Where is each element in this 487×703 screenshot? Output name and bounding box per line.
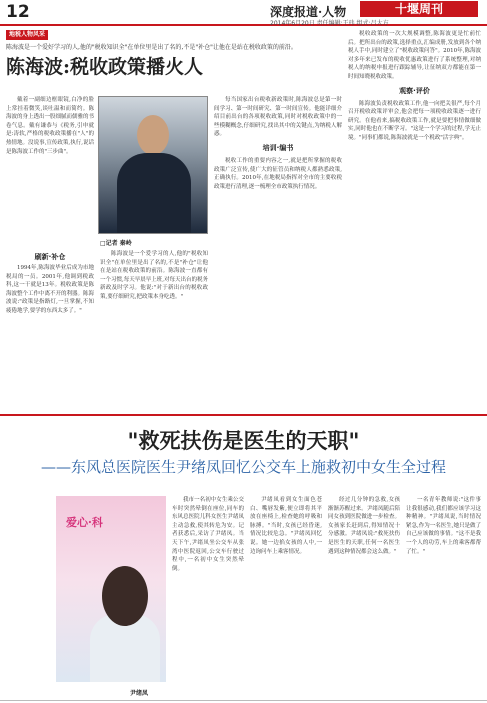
subhead-training: 培训·编书: [262, 143, 294, 152]
story1-column-2: [100, 250, 208, 410]
portrait-head: [137, 115, 169, 155]
story2-photo-caption: 尹绪凤: [130, 690, 149, 697]
story1-column-1b: [6, 250, 94, 410]
portrait-uniform: [117, 153, 191, 234]
kicker-tag: 地税人物风采: [6, 30, 48, 40]
story1-column-4: [348, 30, 481, 410]
subhead-observation: 观察·评价: [399, 86, 430, 95]
section-title: 深度报道·人物: [270, 5, 347, 19]
doctor-head: [102, 566, 148, 626]
story2-col2-paragraph: 尹绪凤看到女生面色苍白、嘴唇发紫,便立即将其平放在座椅上,检查她的呼吸和脉搏。"当时,女孩已经昏迷,情况比较危急。"尹绪凤回忆说。她一边掐女孩的人中,一边询问车上乘客情况。: [250, 497, 322, 555]
masthead: 十堰周刊: [360, 1, 478, 17]
dateline: 2014年6月20日 责任编辑:王玮 组式:吕大方: [270, 20, 389, 27]
story1-headline: 陈海波:税收政策播火人: [6, 56, 204, 78]
story2-col1-paragraph: 我市一名初中女生乘公交车时突然晕倒在座位,同车的东风总医院儿科女医生尹绪凤主动急救,使其转危为安。记者获悉后,采访了尹绪凤。当天下午,尹绪凤坐公交车从张湾中医院返回,公交车行驶过程中,一名初中女生突然晕倒。: [172, 497, 244, 572]
story2-col4-paragraph: 一名青年教师说:"这件事让我很感动,我们都应该学习这种精神。"尹绪凤说,当时情况紧急,作为一名医生,她只是做了自己应该做的事情。"这不是我一个人的功劳,车上的乘客都帮了忙。": [406, 497, 481, 555]
story2-column-3: [328, 496, 400, 696]
story2-column-2: [250, 496, 322, 696]
story2-column-4: [406, 496, 481, 696]
portrait-photo: [98, 96, 208, 234]
doctor-photo: [56, 496, 166, 682]
story1-col4-paragraph: 税收政策的一次大规模调整,陈海波更是忙前忙后。把所出台的政策,选择重点,汇编成册,发放到各个纳税人手中,同时建立了"税收政策问答"。2010年,陈海波对多年来已发布的税收优惠政策进行了系统整理,对纳税人的纳税申报进行跟踪辅导,让征纳双方都能在第一时间知晓税收政策。: [348, 31, 481, 80]
story1-col2-paragraph: 陈海波是一个爱学习的人,他的"税收知识全"在单位里是出了名的,不是"补仓"让他在是站在税收政策的前沿。陈海波一直都有一个习惯,每天早晨早上班,对每天出台的税务新政及时学习。他说:"对于新出台的税收政策,要仔细研究,把政策本身吃透。": [100, 251, 208, 300]
story2-subheadline: ——东风总医院医生尹绪凤回忆公交车上施救初中女生全过程: [40, 458, 446, 476]
story1-col1-paragraph: 戴着一副细边框眼镜,白净的脸上常挂着微笑,谈吐温和而简约。陈海波的身上透出一股细腻而儒雅的书卷气息。戴有谦恭与《税务,引申就是:涛软,严格的税收政策播在"人"的热情地。没说事,宣传政策,执行,说话是陈海波工作的"三步曲"。: [6, 97, 94, 155]
story1-col3-paragraph: 每当国家出台税收新政策时,陈海波总是第一时间学习、第一时间研究、第一时间宣传。他能详细介绍目前出台的各项税收政策,同时对税收政策中的一些模糊概念,仔细研究,找出其中的关键点,为纳税人解惑。: [214, 97, 342, 138]
page-header: [0, 0, 487, 26]
bottom-rule: [0, 700, 487, 701]
story1-col4-paragraph2: 陈海波负责税收政策工作,他一向把关很严,每个月召开税收政策评审会,他会把每一项税收政策逐一进行研究。在他看来,搞税收政策工作,就是要把事情做细做实,同时他也在不断学习。"这是一个学习的过程,学无止境。"同事们都说,陈海波就是一个税政"活字典"。: [348, 100, 481, 141]
story-divider: [0, 414, 487, 416]
story1-col3-paragraph2: 税收工作的重要内容之一,就是把所掌握的税收政策广泛宣传,使广大的征管员和纳税人都熟悉政策,正确执行。2010年,在地税局指挥对全市的主要收税政策进行清理,逐一梳理全市政策执行情况。: [214, 157, 342, 190]
story1-column-3: [214, 96, 342, 410]
photo-sign-text: 爱心·科: [66, 516, 103, 529]
page-number: 12: [6, 2, 30, 22]
story2-col3-paragraph: 经过几分钟的急救,女孩渐渐苏醒过来。尹绪凤随后陪同女孩到医院做进一步检查。女孩家长赶到后,得知情况十分感激。尹绪凤说:"救死扶伤是医生的天职,任何一名医生遇到这种情况都会这么做。": [328, 497, 400, 555]
story2-headline: "救死扶伤是医生的天职": [127, 428, 360, 453]
story1-photo-caption: □记者 秦岭: [100, 240, 132, 247]
story1-subheadline: 陈海波是一个爱好学习的人,他的"税收知识全"在单位里是出了名的,不是"补仓"让他在是站在税收政策的前沿。: [6, 44, 297, 51]
subhead-refresh: 刷新·补仓: [34, 253, 66, 261]
story1-column-1a: [6, 96, 94, 246]
story2-column-1: [172, 496, 244, 696]
story1-col1-paragraph2: 1994年,陈海波毕业后成为市地税局的一员。2001年,他调到税政科,这一干就是13年。税收政策是陈海波整个工作中离不开的利器。陈海波说:"政策是指路灯,一旦掌握,不知疲倦地学,要学的东西太多了。": [6, 265, 94, 314]
